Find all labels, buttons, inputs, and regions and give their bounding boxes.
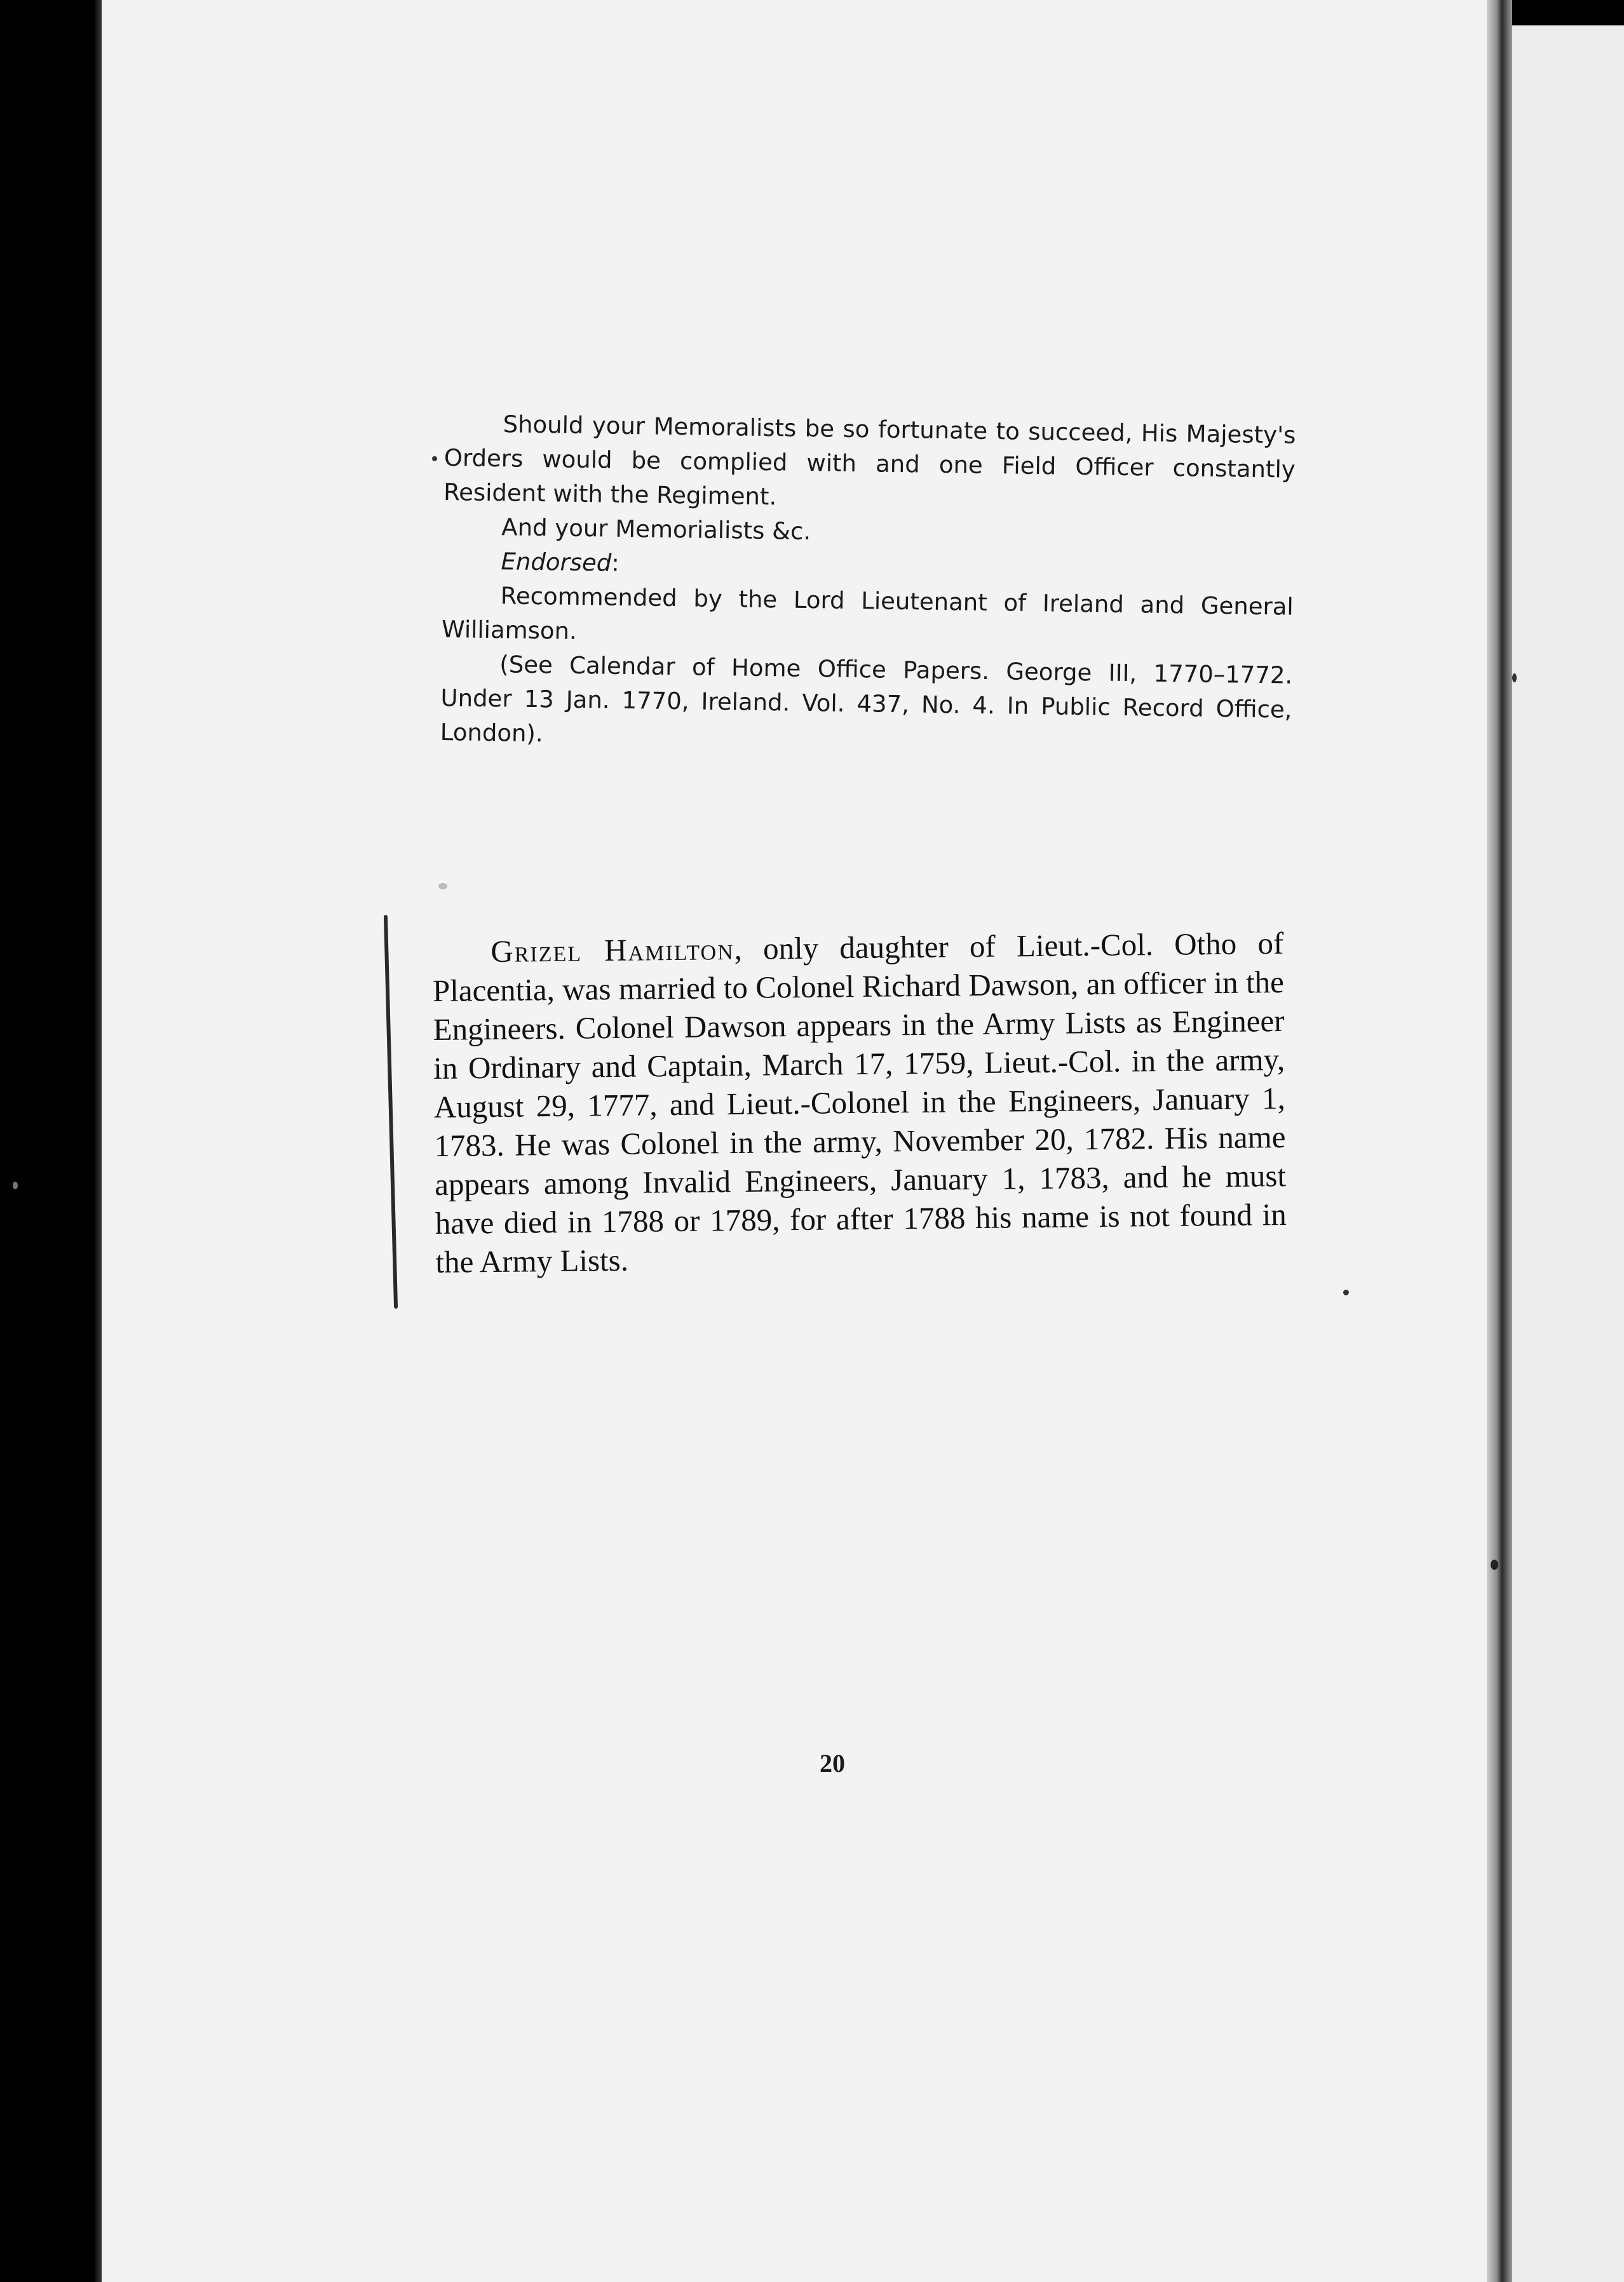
- endorsed-label: Endorsed: [501, 548, 612, 577]
- biography-text-block: [432, 924, 1287, 1281]
- biography-paragraph: [432, 924, 1287, 1281]
- endorsed-colon: :: [611, 549, 620, 577]
- scan-speck: [13, 1182, 18, 1189]
- scan-speck: [438, 883, 447, 889]
- scan-speck: [1491, 1560, 1498, 1570]
- facing-page-edge: [1512, 25, 1624, 2282]
- memorial-paragraph-2: And your Memorialists &c.: [501, 513, 811, 546]
- biography-name: Grizel Hamilton: [491, 931, 734, 969]
- memorial-paragraph-1: Should your Memoralists be so fortunate to succeed, His Majesty's Orders would be complied with and one Field Officer constantly Resident with the Regiment.: [443, 410, 1296, 511]
- scan-speck: [1512, 673, 1517, 682]
- memorial-text-block: [440, 407, 1296, 762]
- memorial-paragraph-3: Recommended by the Lord Lieutenant of Ireland and General Williamson.: [441, 582, 1294, 645]
- memorial-paragraph-4: (See Calendar of Home Office Papers. George III, 1770–1772. Under 13 Jan. 1770, Ireland. Vol. 437, No. 4. In Public Record Office, London).: [440, 651, 1293, 748]
- page-number: 20: [820, 1749, 845, 1778]
- scan-speck: [1343, 1290, 1349, 1295]
- biography-body: , only daughter of Lieut.-Col. Otho of Placentia, was married to Colonel Richard Dawson, an officer in the Engineers. Colonel Dawson appears in the Army Lists as Engineer in Ordinary and Captain, March 17, 1759, Lieut.-Col. in the army, August 29, 1777, and Lieut.-Colonel in the Engineers, January 1, 1783. He was Colonel in the army, November 20, 1782. His name appears among Invalid Engineers, January 1, 1783, and he must have died in 1788 or 1789, for after 1788 his name is not found in the Army Lists.: [432, 925, 1287, 1279]
- page-fold: [1487, 0, 1512, 2282]
- scan-speck: [432, 456, 437, 461]
